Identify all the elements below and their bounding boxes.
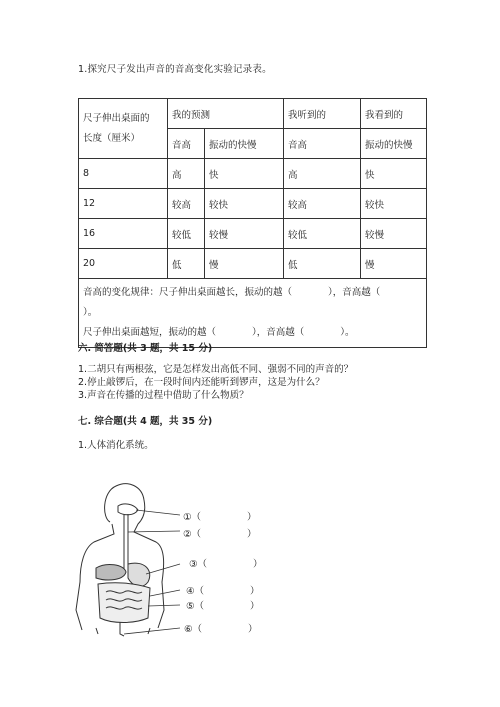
subheader-pitch: 音高: [168, 129, 205, 159]
section7-title: 七. 综合题(共 4 题，共 35 分): [78, 416, 213, 427]
record-table: [78, 98, 427, 348]
question-intro: 1.探究尺子发出声音的音高变化实验记录表。: [78, 64, 272, 75]
header-heard: 我听到的: [284, 99, 361, 129]
cell-length: 12: [79, 189, 168, 219]
header-saw: 我看到的: [361, 99, 427, 129]
rule2-text-c: ）。: [340, 327, 355, 338]
section6-item-3: 3.声音在传播的过程中借助了什么物质？: [78, 390, 249, 401]
rule2-text-b: ），音高越（: [252, 327, 305, 338]
diagram-label-3: ③（ ）: [189, 559, 263, 570]
cell-pred-speed: 较快: [205, 189, 284, 219]
cell-pred-speed: 慢: [205, 249, 284, 279]
table-row: [79, 219, 427, 249]
diagram-label-6: ⑥（ ）: [184, 624, 258, 635]
cell-pred-pitch: 低: [168, 249, 205, 279]
diagram-label-2: ②（ ）: [183, 529, 257, 540]
subheader-saw-speed: 振动的快慢: [361, 129, 427, 159]
header-length-line2: 长度（厘米）: [83, 132, 141, 144]
table-row: [79, 249, 427, 279]
rule2-text-a: 尺子伸出桌面越短，振动的越（: [83, 327, 217, 338]
cell-heard: 低: [284, 249, 361, 279]
rule-cell: [79, 279, 427, 348]
rule-text-a: 音高的变化规律：尺子伸出桌面越长，振动的越（: [83, 287, 293, 298]
cell-pred-speed: 快: [205, 159, 284, 189]
cell-heard: 高: [284, 159, 361, 189]
rule-text-c: ）。: [83, 307, 98, 318]
header-predict: 我的预测: [168, 99, 284, 129]
cell-pred-pitch: 较高: [168, 189, 205, 219]
table-row: [79, 189, 427, 219]
cell-saw: 慢: [361, 249, 427, 279]
cell-heard: 较高: [284, 189, 361, 219]
section6-item-1: 1.二胡只有两根弦，它是怎样发出高低不同、强弱不同的声音的？: [78, 364, 354, 375]
subheader-speed: 振动的快慢: [205, 129, 284, 159]
cell-length: 20: [79, 249, 168, 279]
cell-pred-pitch: 高: [168, 159, 205, 189]
section6-item-2: 2.停止敲锣后，在一段时间内还能听到锣声，这是为什么？: [78, 377, 325, 388]
diagram-label-4: ④（ ）: [186, 586, 260, 597]
cell-length: 16: [79, 219, 168, 249]
subheader-heard-pitch: 音高: [284, 129, 361, 159]
cell-saw: 较快: [361, 189, 427, 219]
cell-length: 8: [79, 159, 168, 189]
section6-title: 六. 简答题(共 3 题，共 15 分): [78, 343, 213, 354]
diagram-label-5: ⑤（ ）: [186, 601, 260, 612]
table-rule-row: [79, 279, 427, 348]
cell-saw: 较慢: [361, 219, 427, 249]
cell-heard: 较低: [284, 219, 361, 249]
section7-item-1: 1.人体消化系统。: [78, 440, 154, 451]
table-header-row: [79, 99, 427, 129]
table-row: [79, 159, 427, 189]
header-length-cell: [79, 99, 168, 159]
rule-line-1: [83, 283, 426, 323]
cell-saw: 快: [361, 159, 427, 189]
header-length-line1: 尺子伸出桌面的: [83, 112, 150, 124]
cell-pred-pitch: 较低: [168, 219, 205, 249]
rule-text-b: ），音高越（: [328, 287, 381, 298]
digestive-system-illustration: [72, 478, 187, 638]
diagram-label-1: ①（ ）: [183, 512, 257, 523]
cell-pred-speed: 较慢: [205, 219, 284, 249]
